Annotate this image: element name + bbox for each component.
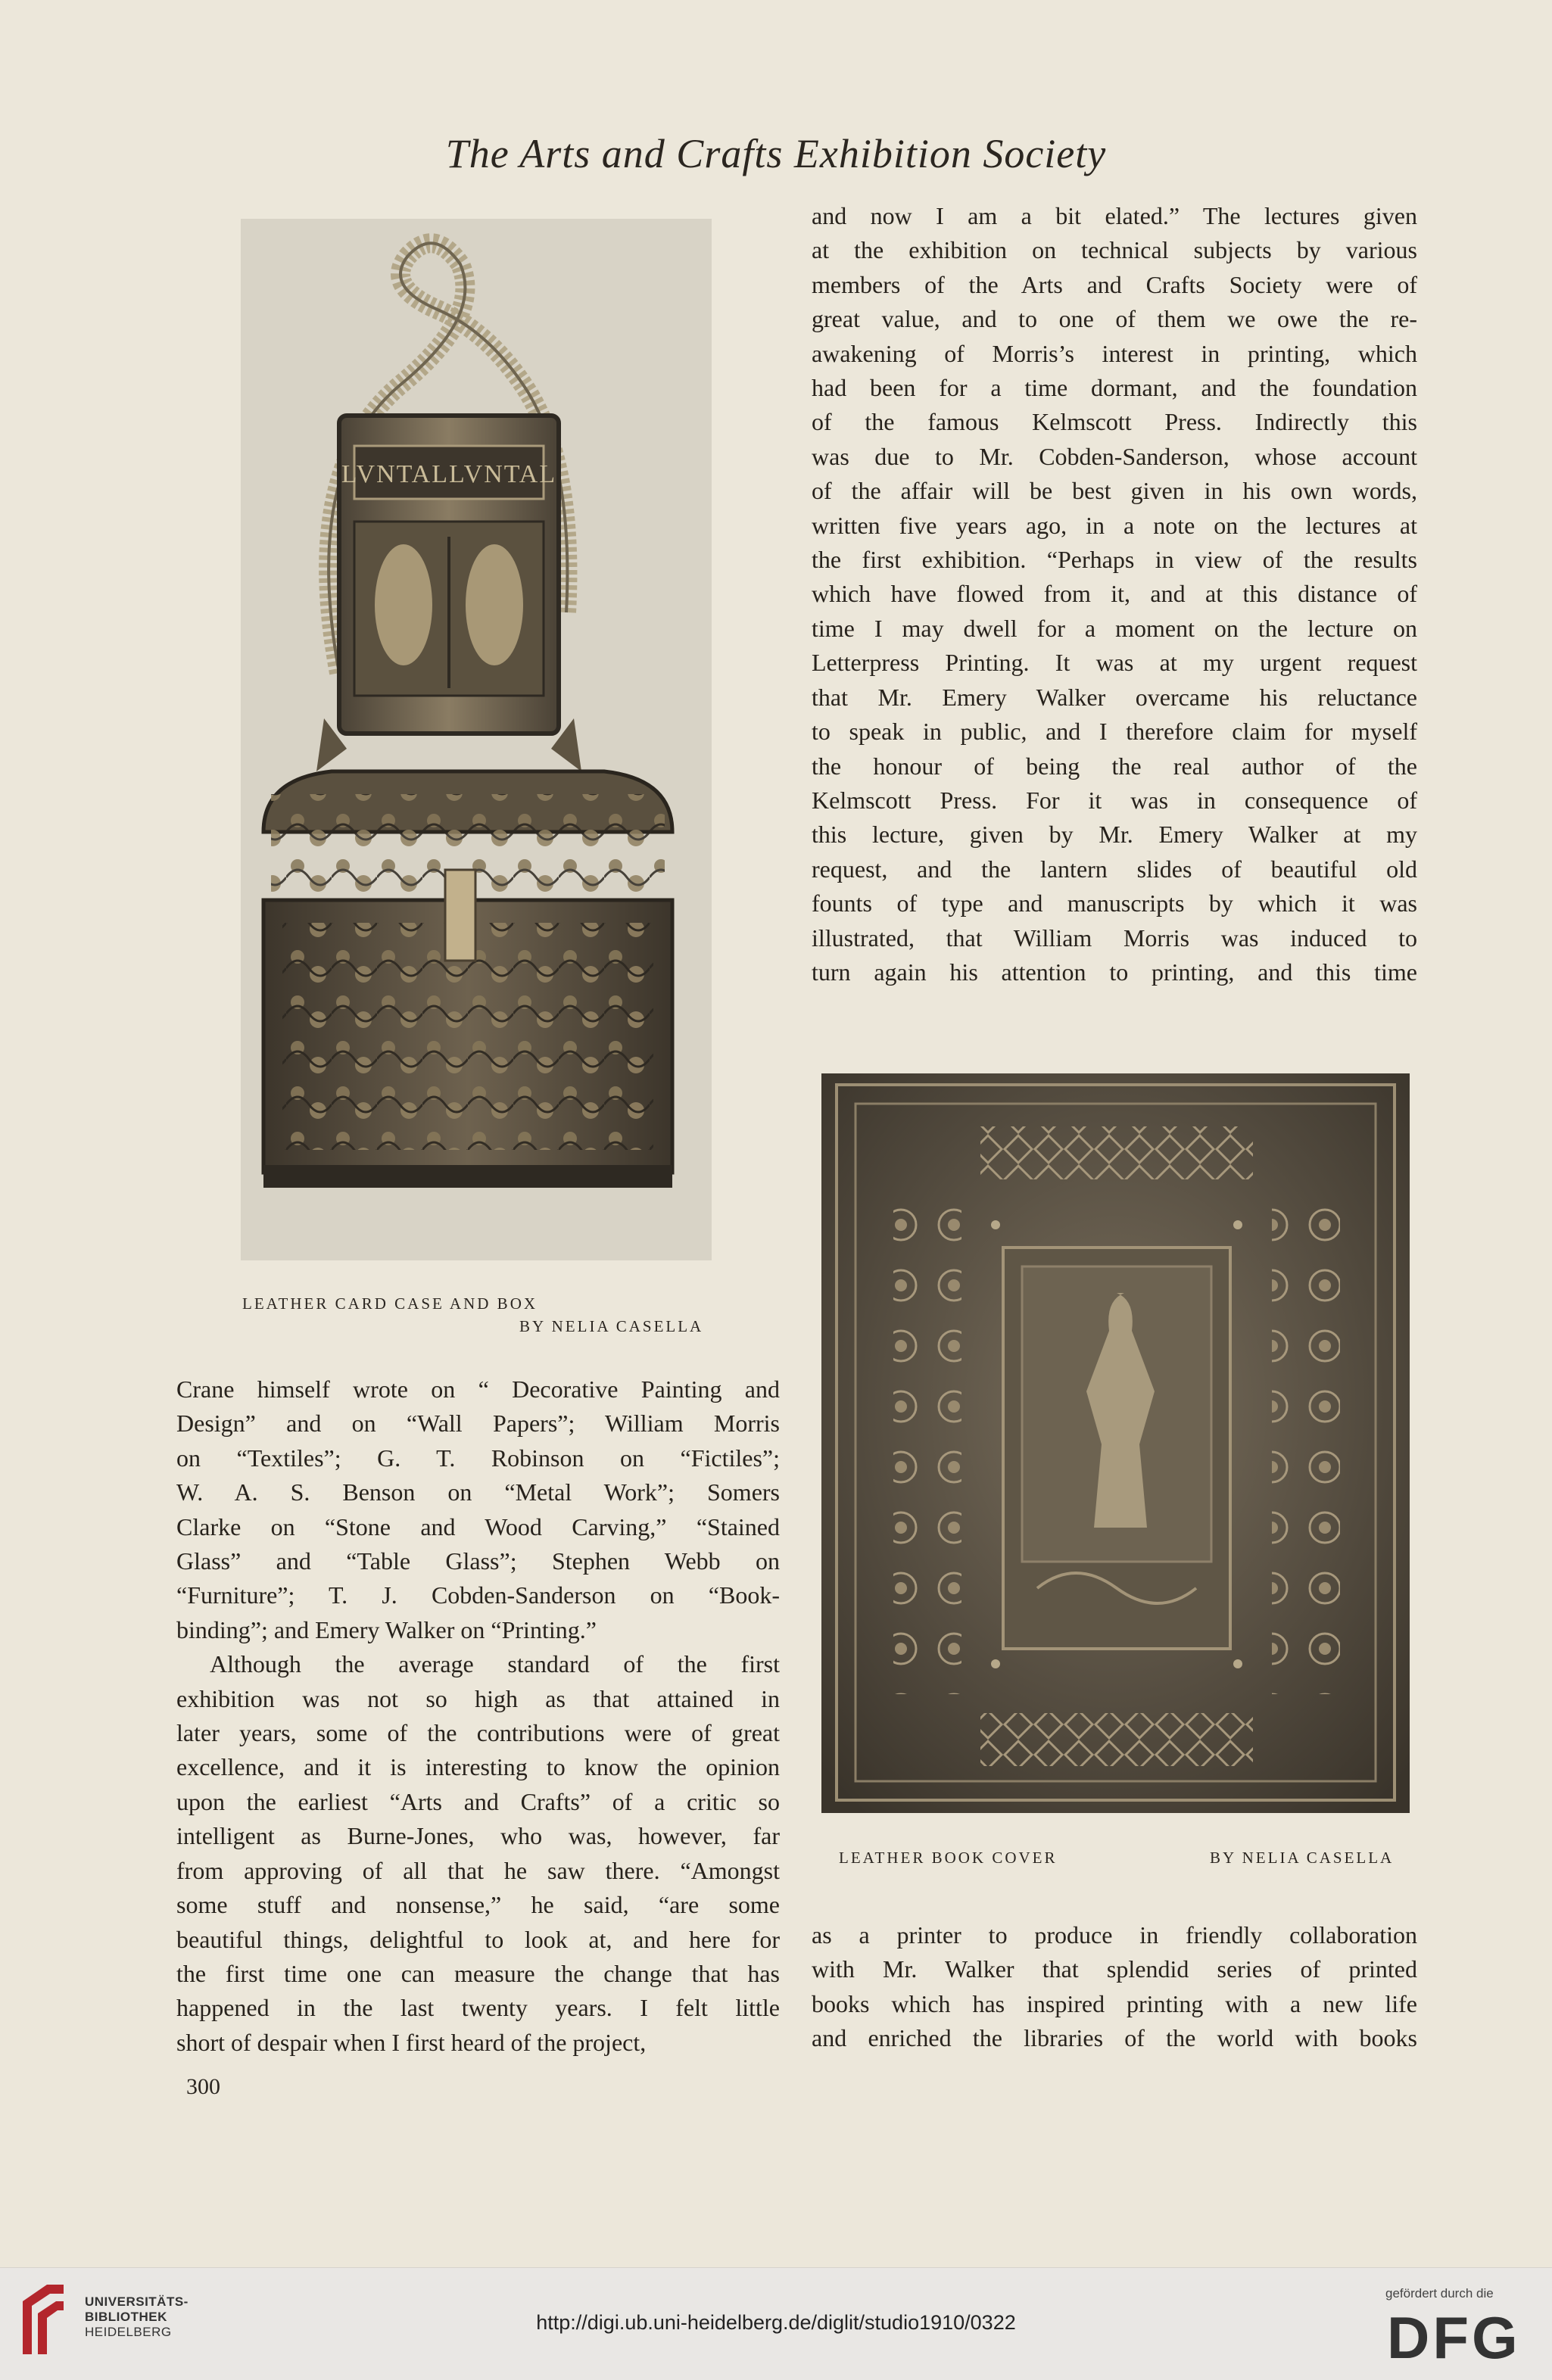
text-line: of the famous Kelmscott Press. Indirectly this bbox=[812, 408, 1417, 436]
card-case-illustration bbox=[241, 219, 712, 1260]
text-line: the first time one can measure the change that has bbox=[176, 1959, 780, 1987]
card-case-inscription: LVNTALLVNTAL bbox=[341, 460, 557, 488]
right-column-bottom bbox=[812, 1918, 1417, 2056]
source-url-link[interactable]: http://digi.ub.uni-heidelberg.de/diglit/studio1910/0322 bbox=[536, 2311, 1016, 2334]
text-line: some stuff and nonsense,” he said, “are some bbox=[176, 1891, 780, 1919]
text-line: upon the earliest “Arts and Crafts” of a critic so bbox=[176, 1787, 780, 1815]
page-number: 300 bbox=[186, 2074, 220, 2099]
text-line: as a printer to produce in friendly collaboration bbox=[812, 1921, 1417, 1949]
text-line: to speak in public, and I therefore claim for myself bbox=[812, 718, 1417, 746]
text-line: members of the Arts and Crafts Society were of bbox=[812, 270, 1417, 298]
left-column-bottom bbox=[176, 1372, 780, 2060]
text-line: with Mr. Walker that splendid series of printed bbox=[812, 1955, 1417, 1983]
text-line: excellence, and it is interesting to know the opinion bbox=[176, 1753, 780, 1781]
book-cover-caption-right: BY NELIA CASELLA bbox=[1210, 1849, 1395, 1867]
text-line: Design” and on “Wall Papers”; William Morris bbox=[176, 1410, 780, 1438]
running-title: The Arts and Crafts Exhibition Society bbox=[445, 131, 1107, 176]
text-line: the honour of being the real author of the bbox=[812, 752, 1417, 780]
text-line: Although the average standard of the first bbox=[210, 1650, 780, 1678]
text-line: Glass” and “Table Glass”; Stephen Webb on bbox=[176, 1547, 780, 1575]
text-line: W. A. S. Benson on “Metal Work”; Somers bbox=[176, 1478, 780, 1506]
text-line: happened in the last twenty years. I felt little bbox=[176, 1994, 780, 2022]
text-line: of the affair will be best given in his own words, bbox=[812, 477, 1417, 505]
book-cover-illustration bbox=[821, 1073, 1410, 1813]
text-line: exhibition was not so high as that attained in bbox=[176, 1684, 780, 1712]
text-line: request, and the lantern slides of beautiful old bbox=[812, 855, 1417, 883]
book-cover-caption-left: LEATHER BOOK COVER bbox=[839, 1849, 1058, 1867]
text-line: on “Textiles”; G. T. Robinson on “Fictiles”; bbox=[176, 1444, 780, 1472]
text-line: great value, and to one of them we owe the re- bbox=[812, 305, 1417, 333]
text-line: later years, some of the contributions were of great bbox=[176, 1719, 780, 1747]
text-line: beautiful things, delightful to look at, and here for bbox=[176, 1925, 780, 1953]
text-line: time I may dwell for a moment on the lecture on bbox=[812, 614, 1417, 642]
university-library-name: UNIVERSITÄTS- BIBLIOTHEK HEIDELBERG bbox=[85, 2294, 189, 2339]
text-line: had been for a time dormant, and the foundation bbox=[812, 374, 1417, 402]
text-line: illustrated, that William Morris was induced to bbox=[812, 924, 1417, 952]
text-line: founts of type and manuscripts by which it was bbox=[812, 889, 1417, 917]
text-line: which have flowed from it, and at this distance of bbox=[812, 580, 1417, 608]
text-line: that Mr. Emery Walker overcame his reluctance bbox=[812, 683, 1417, 711]
funder-label: gefördert durch die bbox=[1385, 2286, 1494, 2301]
card-case-caption-line1: LEATHER CARD CASE AND BOX bbox=[242, 1294, 538, 1313]
text-line: Crane himself wrote on “ Decorative Painting and bbox=[176, 1375, 780, 1403]
text-line: short of despair when I first heard of the project, bbox=[176, 2028, 647, 2056]
text-line: Clarke on “Stone and Wood Carving,” “Stained bbox=[176, 1512, 780, 1540]
text-line: books which has inspired printing with a new life bbox=[812, 1989, 1417, 2017]
text-line: binding”; and Emery Walker on “Printing.” bbox=[176, 1615, 597, 1643]
text-line: “Furniture”; T. J. Cobden-Sanderson on “Book- bbox=[176, 1581, 780, 1609]
book-cover-plate bbox=[821, 1073, 1410, 1813]
text-line: and enriched the libraries of the world with books bbox=[812, 2024, 1417, 2052]
text-line: written five years ago, in a note on the lectures at bbox=[812, 511, 1417, 539]
text-line: and now I am a bit elated.” The lectures given bbox=[812, 202, 1417, 229]
card-case-caption-line2: BY NELIA CASELLA bbox=[519, 1317, 704, 1335]
text-line: intelligent as Burne-Jones, who was, however, far bbox=[176, 1822, 780, 1850]
dfg-logo: DFG bbox=[1387, 2304, 1521, 2371]
text-line: turn again his attention to printing, and this time bbox=[812, 958, 1417, 986]
text-line: was due to Mr. Cobden-Sanderson, whose account bbox=[812, 442, 1417, 470]
text-line: at the exhibition on technical subjects by various bbox=[812, 236, 1417, 264]
text-line: Letterpress Printing. It was at my urgent request bbox=[812, 649, 1417, 677]
text-line: the first exhibition. “Perhaps in view of the results bbox=[812, 546, 1417, 574]
text-line: awakening of Morris’s interest in printing, which bbox=[812, 339, 1417, 367]
card-case-and-box-plate bbox=[241, 219, 712, 1260]
right-column-top bbox=[812, 199, 1417, 989]
text-line: Kelmscott Press. For it was in consequence of bbox=[812, 786, 1417, 814]
text-line: from approving of all that he saw there. “Amongst bbox=[176, 1856, 780, 1884]
text-line: this lecture, given by Mr. Emery Walker at my bbox=[812, 821, 1417, 849]
